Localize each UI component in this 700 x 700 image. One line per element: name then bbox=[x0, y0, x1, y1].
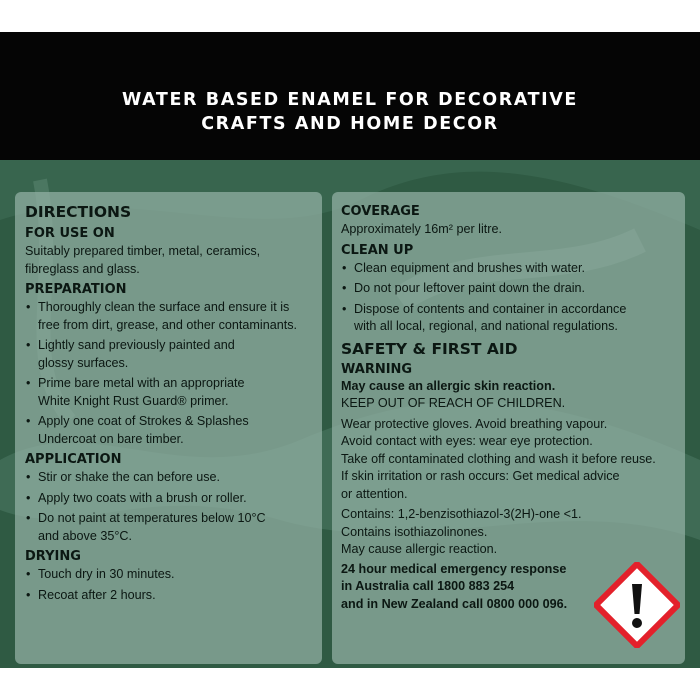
may-cause-text: May cause allergic reaction. bbox=[341, 542, 498, 556]
list-item bbox=[25, 490, 315, 508]
for-use-on-text bbox=[25, 243, 315, 278]
drying-heading: DRYING bbox=[25, 549, 81, 564]
list-item-line: Touch dry in 30 minutes. bbox=[38, 567, 175, 581]
list-item-line: free from dirt, grease, and other contaminants. bbox=[38, 317, 298, 332]
list-item-line: White Knight Rust Guard® primer. bbox=[38, 393, 229, 408]
list-item bbox=[25, 375, 315, 410]
irritation-line2: or attention. bbox=[341, 486, 408, 501]
keep-out-text: KEEP OUT OF REACH OF CHILDREN. bbox=[341, 396, 566, 410]
product-title-line2: CRAFTS AND HOME DECOR bbox=[201, 114, 499, 134]
product-title bbox=[0, 88, 700, 136]
emergency-line1: 24 hour medical emergency response bbox=[341, 561, 567, 576]
emergency-line2: in Australia call 1800 883 254 bbox=[341, 579, 515, 593]
list-item bbox=[341, 260, 679, 278]
list-item-line: Lightly sand previously painted and bbox=[38, 338, 235, 352]
irritation-line1: If skin irritation or rash occurs: Get medical advice bbox=[341, 469, 620, 483]
list-item bbox=[25, 337, 315, 372]
for-use-on-heading: FOR USE ON bbox=[25, 226, 115, 241]
list-item-line: Do not pour leftover paint down the drain. bbox=[354, 281, 586, 295]
list-item bbox=[25, 469, 315, 487]
clean-up-list bbox=[341, 260, 679, 336]
preparation-heading: PREPARATION bbox=[25, 282, 127, 297]
product-title-line1: WATER BASED ENAMEL FOR DECORATIVE bbox=[122, 90, 578, 110]
contains-text: Contains: 1,2-benzisothiazol-3(2H)-one <1. bbox=[341, 507, 582, 521]
clothing-text: Take off contaminated clothing and wash it before reuse. bbox=[341, 451, 656, 466]
for-use-on-line2: fibreglass and glass. bbox=[25, 261, 140, 276]
list-item bbox=[341, 280, 679, 298]
list-item-line: with all local, regional, and national regulations. bbox=[354, 319, 618, 333]
coverage-heading: COVERAGE bbox=[341, 204, 420, 219]
eyes-text: Avoid contact with eyes: wear eye protection. bbox=[341, 434, 593, 448]
list-item-line: and above 35°C. bbox=[38, 528, 132, 543]
list-item-line: Dispose of contents and container in accordance bbox=[354, 301, 627, 316]
list-item-line: Thoroughly clean the surface and ensure it is bbox=[38, 300, 290, 314]
info-column bbox=[341, 200, 679, 613]
ghs-exclamation-mark-icon bbox=[594, 562, 680, 648]
list-item bbox=[25, 566, 315, 584]
list-item-line: Apply two coats with a brush or roller. bbox=[38, 490, 247, 505]
drying-list bbox=[25, 566, 315, 604]
list-item-line: Stir or shake the can before use. bbox=[38, 470, 221, 484]
list-item-line: Do not paint at temperatures below 10°C bbox=[38, 511, 266, 525]
list-item bbox=[25, 510, 315, 545]
emergency-line3: and in New Zealand call 0800 000 096. bbox=[341, 596, 568, 611]
application-list bbox=[25, 469, 315, 545]
list-item bbox=[25, 413, 315, 448]
list-item bbox=[25, 299, 315, 334]
list-item bbox=[25, 587, 315, 605]
list-item bbox=[341, 301, 679, 336]
list-item-line: glossy surfaces. bbox=[38, 355, 129, 370]
preparation-list bbox=[25, 299, 315, 448]
list-item-line: Apply one coat of Strokes & Splashes bbox=[38, 414, 249, 428]
list-item-line: Clean equipment and brushes with water. bbox=[354, 260, 586, 275]
directions-column bbox=[25, 200, 315, 607]
gloves-text: Wear protective gloves. Avoid breathing vapour. bbox=[341, 416, 608, 431]
contains-isothiazolinones-text: Contains isothiazolinones. bbox=[341, 524, 488, 539]
list-item-line: Undercoat on bare timber. bbox=[38, 431, 184, 446]
warning-label: WARNING bbox=[341, 361, 413, 377]
safety-heading: SAFETY & FIRST AID bbox=[341, 339, 518, 358]
list-item-line: Prime bare metal with an appropriate bbox=[38, 376, 245, 390]
directions-heading: DIRECTIONS bbox=[25, 203, 132, 221]
irritation-text bbox=[341, 468, 679, 503]
list-item-line: Recoat after 2 hours. bbox=[38, 587, 156, 602]
clean-up-heading: CLEAN UP bbox=[341, 242, 414, 258]
application-heading: APPLICATION bbox=[25, 452, 122, 467]
coverage-text: Approximately 16m² per litre. bbox=[341, 222, 502, 236]
for-use-on-line1: Suitably prepared timber, metal, ceramics, bbox=[25, 244, 261, 258]
allergic-warning: May cause an allergic skin reaction. bbox=[341, 378, 556, 393]
